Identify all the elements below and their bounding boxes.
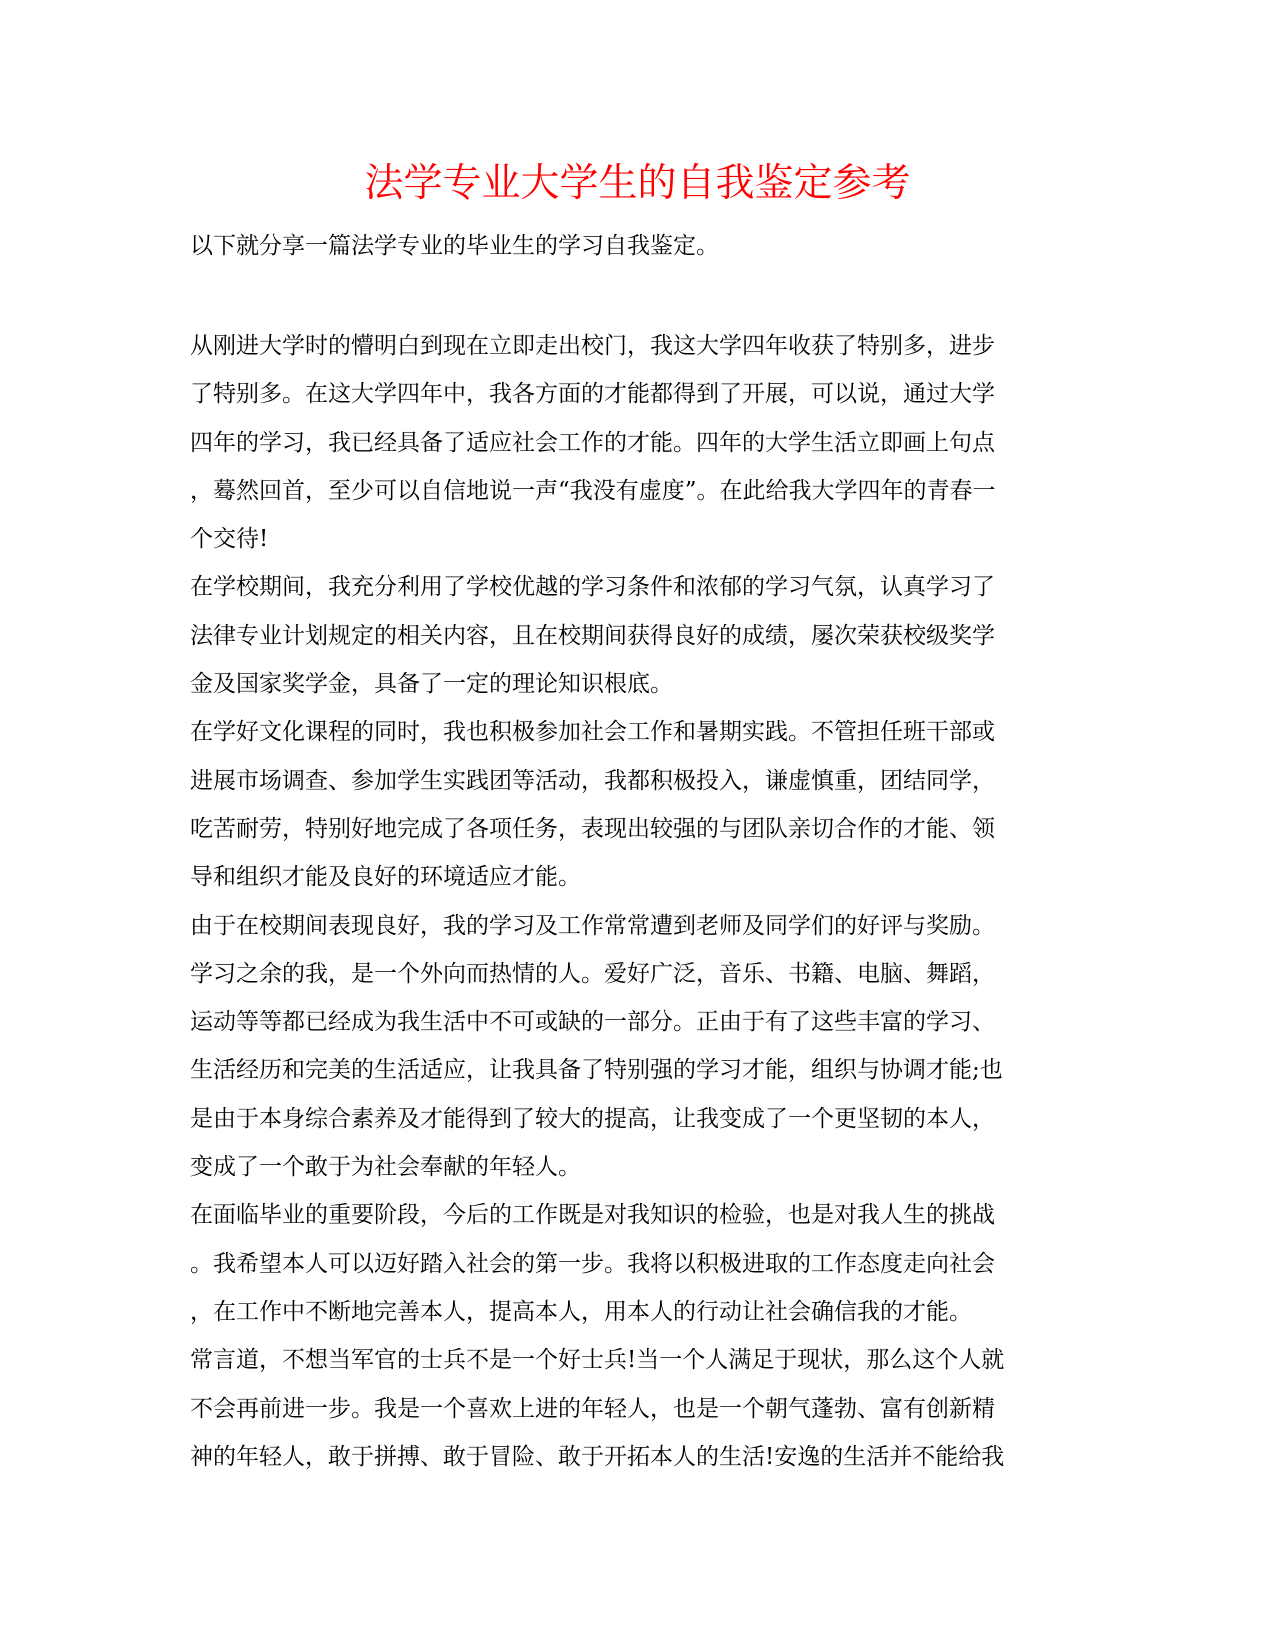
text-line: 在面临毕业的重要阶段，今后的工作既是对我知识的检验，也是对我人生的挑战 xyxy=(190,1202,995,1229)
text-line: 常言道，不想当军官的士兵不是一个好士兵!当一个人满足于现状，那么这个人就 xyxy=(190,1347,1005,1374)
text-line: 神的年轻人，敢于拼搏、敢于冒险、敢于开拓本人的生活!安逸的生活并不能给我 xyxy=(190,1443,1005,1470)
text-line: 导和组织才能及良好的环境适应才能。 xyxy=(190,864,581,891)
document-title: 法学专业大学生的自我鉴定参考 xyxy=(364,161,911,206)
text-line: 从刚进大学时的懵明白到现在立即走出校门，我这大学四年收获了特别多，进步 xyxy=(190,333,995,359)
text-line: 是由于本身综合素养及才能得到了较大的提高，让我变成了一个更坚韧的本人， xyxy=(190,1105,995,1132)
body-text xyxy=(190,322,1080,1481)
text-line: 吃苦耐劳，特别好地完成了各项任务，表现出较强的与团队亲切合作的才能、领 xyxy=(190,815,995,842)
text-line: 金及国家奖学金，具备了一定的理论知识根底。 xyxy=(190,671,673,698)
text-line: 法律专业计划规定的相关内容，且在校期间获得良好的成绩，屡次荣获校级奖学 xyxy=(190,622,995,649)
text-line: 四年的学习，我已经具备了适应社会工作的才能。四年的大学生活立即画上句点 xyxy=(190,429,995,456)
text-line: 由于在校期间表现良好，我的学习及工作常常遭到老师及同学们的好评与奖励。 xyxy=(190,912,995,939)
text-line: 了特别多。在这大学四年中，我各方面的才能都得到了开展，可以说，通过大学 xyxy=(190,381,995,408)
intro-paragraph: 以下就分享一篇法学专业的毕业生的学习自我鉴定。 xyxy=(190,233,719,259)
text-line: 在学校期间，我充分利用了学校优越的学习条件和浓郁的学习气氛，认真学习了 xyxy=(190,574,995,601)
text-line: 。我希望本人可以迈好踏入社会的第一步。我将以积极进取的工作态度走向社会 xyxy=(190,1250,995,1277)
text-line: 不会再前进一步。我是一个喜欢上进的年轻人，也是一个朝气蓬勃、富有创新精 xyxy=(190,1395,995,1422)
text-line: ，蓦然回首，至少可以自信地说一声“我没有虚度”。在此给我大学四年的青春一 xyxy=(190,477,996,504)
text-line: 运动等等都已经成为我生活中不可或缺的一部分。正由于有了这些丰富的学习、 xyxy=(190,1009,995,1036)
text-line: 学习之余的我，是一个外向而热情的人。爱好广泛，音乐、书籍、电脑、舞蹈， xyxy=(190,960,995,987)
text-line: 生活经历和完美的生活适应，让我具备了特别强的学习才能，组织与协调才能;也 xyxy=(190,1057,1003,1084)
text-line: 在学好文化课程的同时，我也积极参加社会工作和暑期实践。不管担任班干部或 xyxy=(190,719,995,746)
text-line: ，在工作中不断地完善本人，提高本人，用本人的行动让社会确信我的才能。 xyxy=(190,1298,972,1325)
text-line: 变成了一个敢于为社会奉献的年轻人。 xyxy=(190,1154,581,1181)
text-line: 个交待! xyxy=(190,526,269,553)
text-line: 进展市场调查、参加学生实践团等活动，我都积极投入，谦虚慎重，团结同学， xyxy=(190,767,995,794)
